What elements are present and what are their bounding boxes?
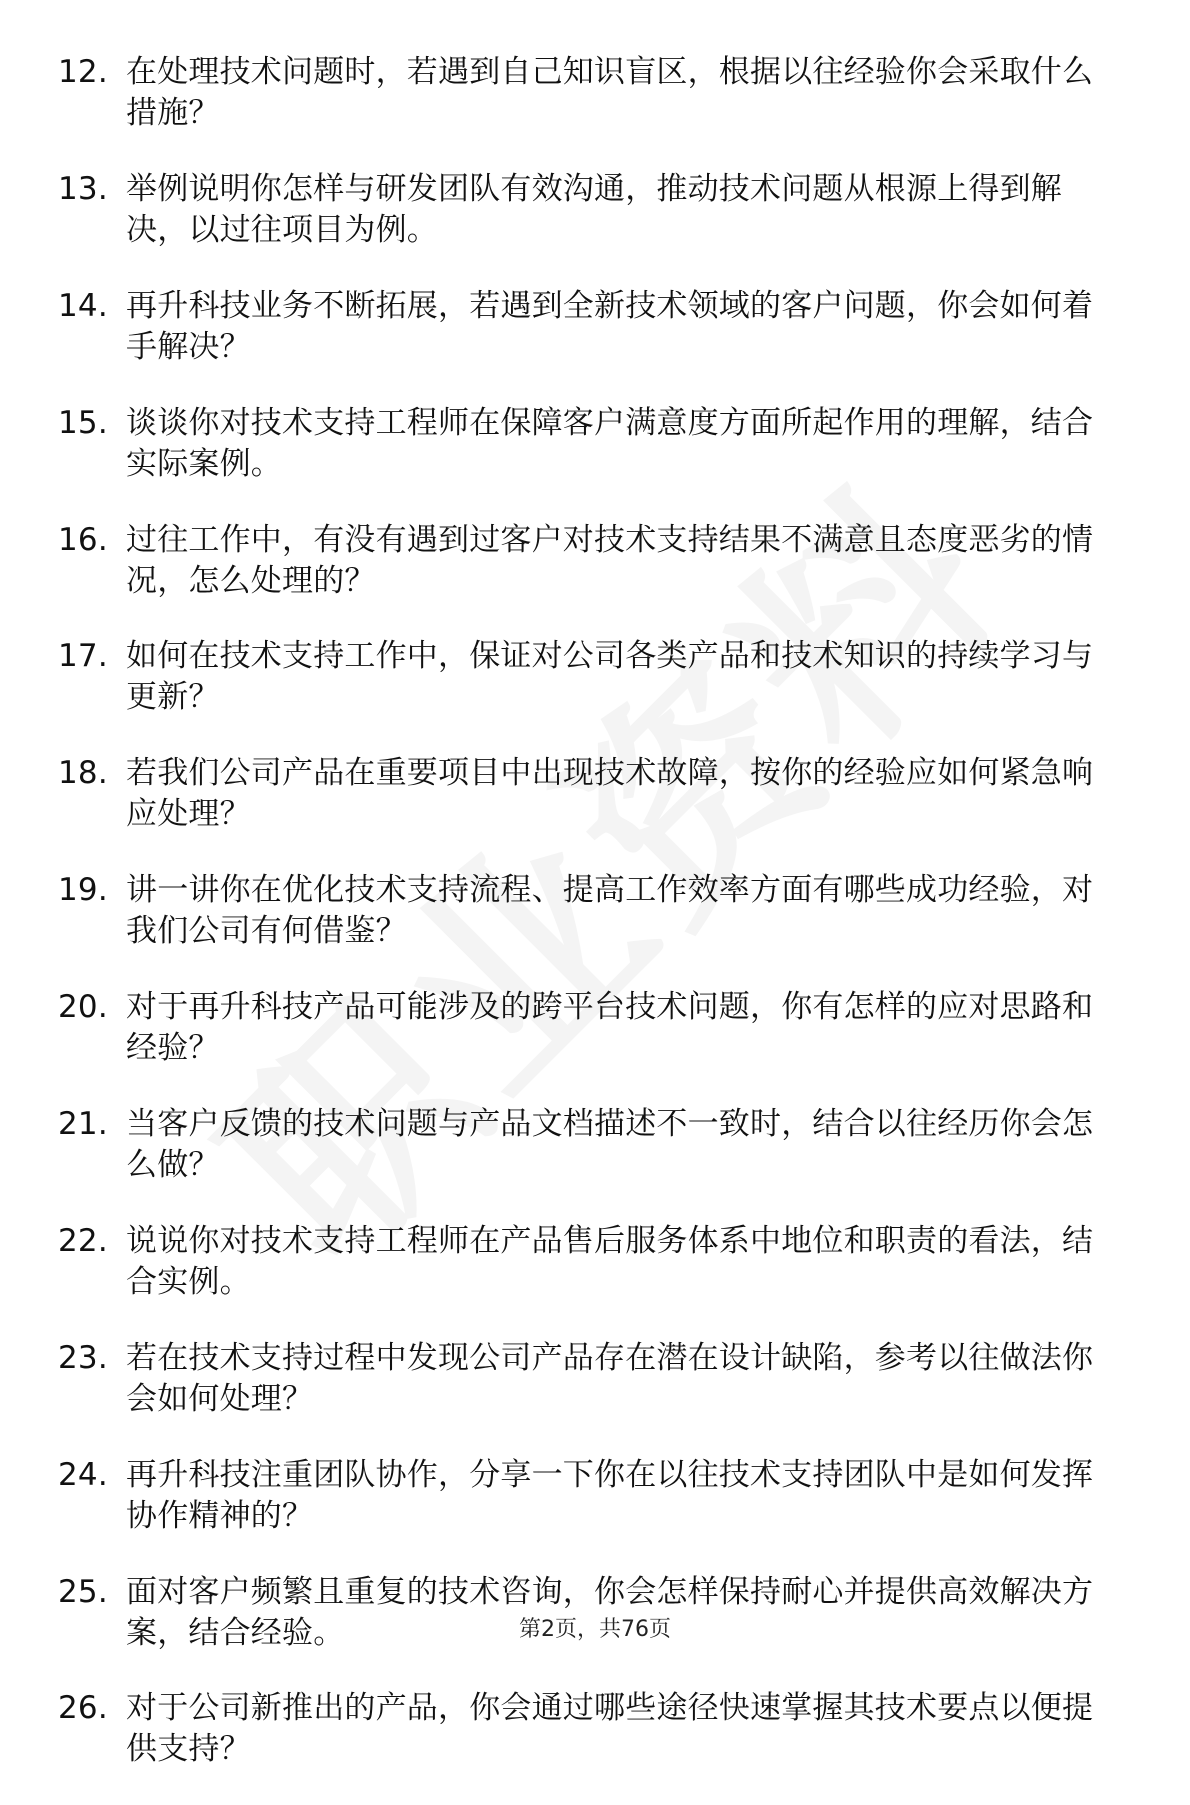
question-item bbox=[58, 1338, 1118, 1420]
question-number: 13. bbox=[58, 170, 108, 207]
question-text: 面对客户频繁且重复的技术咨询，你会怎样保持耐心并提供高效解决方案，结合经验。 bbox=[126, 1573, 1094, 1651]
question-text: 如何在技术支持工作中，保证对公司各类产品和技术知识的持续学习与更新？ bbox=[126, 638, 1094, 716]
question-item bbox=[58, 286, 1118, 368]
question-item bbox=[58, 753, 1118, 835]
question-text: 若我们公司产品在重要项目中出现技术故障，按你的经验应如何紧急响应处理？ bbox=[126, 755, 1094, 833]
question-text: 对于再升科技产品可能涉及的跨平台技术问题，你有怎样的应对思路和经验？ bbox=[126, 989, 1094, 1067]
question-text: 说说你对技术支持工程师在产品售后服务体系中地位和职责的看法，结合实例。 bbox=[126, 1222, 1094, 1300]
question-text: 再升科技注重团队协作，分享一下你在以往技术支持团队中是如何发挥协作精神的？ bbox=[126, 1456, 1094, 1534]
question-item bbox=[58, 987, 1118, 1069]
question-item bbox=[58, 403, 1118, 485]
question-number: 17. bbox=[58, 638, 108, 675]
question-text: 过往工作中，有没有遇到过客户对技术支持结果不满意且态度恶劣的情况，怎么处理的？ bbox=[126, 521, 1094, 599]
question-text: 若在技术支持过程中发现公司产品存在潜在设计缺陷，参考以往做法你会如何处理？ bbox=[126, 1339, 1094, 1417]
question-text: 举例说明你怎样与研发团队有效沟通，推动技术问题从根源上得到解决，以过往项目为例。 bbox=[126, 170, 1062, 248]
question-number: 25. bbox=[58, 1573, 108, 1610]
question-number: 22. bbox=[58, 1222, 108, 1259]
question-list bbox=[58, 52, 1118, 1805]
question-number: 12. bbox=[58, 54, 108, 90]
question-number: 26. bbox=[58, 1690, 108, 1727]
question-number: 15. bbox=[58, 404, 108, 441]
question-item bbox=[58, 52, 1118, 134]
question-text: 对于公司新推出的产品，你会通过哪些途径快速掌握其技术要点以便提供支持？ bbox=[126, 1690, 1094, 1768]
question-item bbox=[58, 1221, 1118, 1303]
question-item bbox=[58, 1688, 1118, 1770]
question-item bbox=[58, 1104, 1118, 1186]
question-text: 谈谈你对技术支持工程师在保障客户满意度方面所起作用的理解，结合实际案例。 bbox=[126, 404, 1094, 482]
question-text: 讲一讲你在优化技术支持流程、提高工作效率方面有哪些成功经验，对我们公司有何借鉴？ bbox=[126, 872, 1094, 950]
question-number: 19. bbox=[58, 872, 108, 909]
question-item bbox=[58, 1455, 1118, 1537]
question-number: 23. bbox=[58, 1339, 108, 1376]
question-number: 24. bbox=[58, 1456, 108, 1493]
question-number: 20. bbox=[58, 989, 108, 1026]
question-text: 在处理技术问题时，若遇到自己知识盲区，根据以往经验你会采取什么措施？ bbox=[126, 54, 1094, 131]
question-text: 再升科技业务不断拓展，若遇到全新技术领域的客户问题，你会如何着手解决？ bbox=[126, 287, 1094, 365]
question-text: 当客户反馈的技术问题与产品文档描述不一致时，结合以往经历你会怎么做？ bbox=[126, 1106, 1094, 1184]
question-number: 14. bbox=[58, 287, 108, 324]
question-item bbox=[58, 169, 1118, 251]
question-number: 16. bbox=[58, 521, 108, 558]
question-item bbox=[58, 870, 1118, 952]
page-indicator: 第2页，共76页 bbox=[519, 1617, 671, 1642]
question-number: 18. bbox=[58, 755, 108, 792]
question-item bbox=[58, 520, 1118, 602]
question-number: 21. bbox=[58, 1106, 108, 1143]
question-item bbox=[58, 636, 1118, 718]
